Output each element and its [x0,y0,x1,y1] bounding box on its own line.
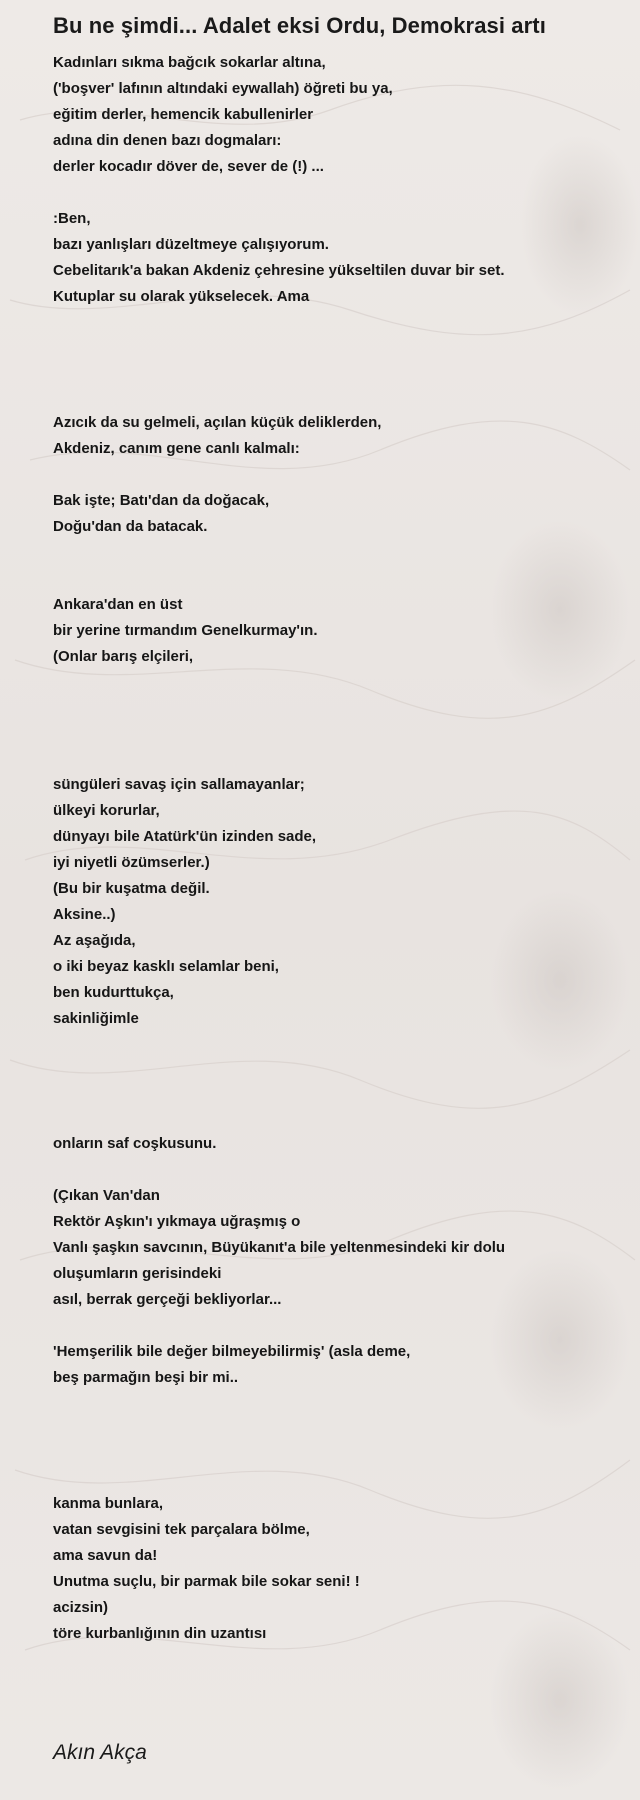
poem-line: dünyayı bile Atatürk'ün izinden sade, [53,828,317,845]
poem-line: töre kurbanlığının din uzantısı [53,1625,267,1642]
stanza-10 [53,1491,633,1647]
poem-line: Akdeniz, canım gene canlı kalmalı: [53,440,300,457]
poem-line: asıl, berrak gerçeği bekliyorlar... [53,1291,282,1308]
poem-line: o iki beyaz kasklı selamlar beni, [53,958,279,975]
stanza-7 [53,1131,633,1157]
poem-line: Kadınları sıkma bağcık sokarlar altına, [53,54,326,71]
poem-title: Bu ne şimdi... Adalet eksi Ordu, Demokrasi artı [53,13,546,38]
poem-line: Bak işte; Batı'dan da doğacak, [53,492,270,509]
stanza-6 [53,772,633,1032]
poem-line: Aksine..) [53,906,116,923]
poem-line: Doğu'dan da batacak. [53,518,208,535]
poem-line: Azıcık da su gelmeli, açılan küçük deliklerden, [53,414,382,431]
poem-line: ben kudurttukça, [53,984,174,1001]
poem-line: beş parmağın beşi bir mi.. [53,1369,239,1386]
poem-line: ülkeyi korurlar, [53,802,160,819]
poem-line: eğitim derler, hemencik kabullenirler [53,106,314,123]
poem-line: iyi niyetli özümserler.) [53,854,210,871]
poem-line: derler kocadır döver de, sever de (!) ... [53,158,324,175]
poem-line: vatan sevgisini tek parçalara bölme, [53,1521,310,1538]
poem-line: Ankara'dan en üst [53,596,183,613]
poem-line: Az aşağıda, [53,932,136,949]
poem-line: sakinliğimle [53,1010,139,1027]
poem-line: Rektör Aşkın'ı yıkmaya uğraşmış o [53,1213,301,1230]
stanza-5 [53,592,633,670]
poem-line: onların saf coşkusunu. [53,1135,217,1152]
stanza-2 [53,206,633,310]
poem-line: (Onlar barış elçileri, [53,648,194,665]
poem-line: :Ben, [53,210,91,227]
stanza-1 [53,50,633,180]
poem-line: (Çıkan Van'dan [53,1187,160,1204]
stanza-3 [53,410,633,462]
poem-line: 'Hemşerilik bile değer bilmeyebilirmiş' (asla deme, [53,1343,411,1360]
poem-line: ('boşver' lafının altındaki eywallah) öğreti bu ya, [53,80,393,97]
poem-line: bazı yanlışları düzeltmeye çalışıyorum. [53,236,329,253]
poem-line: Cebelitarık'a bakan Akdeniz çehresine yükseltilen duvar bir set. [53,262,505,279]
poem-line: Kutuplar su olarak yükselecek. Ama [53,288,310,305]
poem-line: adına din denen bazı dogmaları: [53,132,282,149]
poem-line: Vanlı şaşkın savcının, Büyükanıt'a bile yeltenmesindeki kir dolu [53,1239,506,1256]
poem-line: oluşumların gerisindeki [53,1265,222,1282]
poem-line: acizsin) [53,1599,109,1616]
poem-line: bir yerine tırmandım Genelkurmay'ın. [53,622,318,639]
poem-line: ama savun da! [53,1547,158,1564]
poem-line: süngüleri savaş için sallamayanlar; [53,776,305,793]
poem-line: Unutma suçlu, bir parmak bile sokar seni! ! [53,1573,360,1590]
stanza-8 [53,1183,633,1313]
poem-line: (Bu bir kuşatma değil. [53,880,210,897]
poem-line: kanma bunlara, [53,1495,164,1512]
author-name: Akın Akça [53,1741,147,1764]
stanza-9 [53,1339,633,1391]
stanza-4 [53,488,633,540]
